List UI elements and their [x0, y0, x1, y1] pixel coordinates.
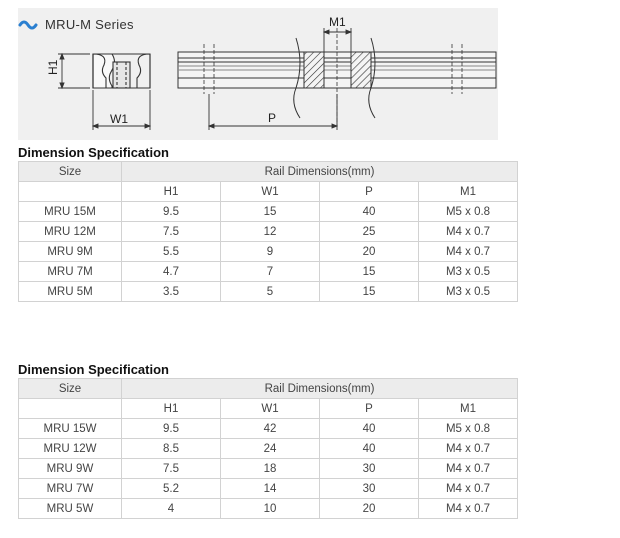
col-w1: W1 [221, 399, 320, 419]
cell-p: 15 [320, 262, 419, 282]
p-label: P [268, 111, 277, 125]
cell-m1: M4 x 0.7 [419, 222, 518, 242]
cell-size: MRU 5W [19, 499, 122, 519]
spec-table-w [18, 378, 518, 519]
cell-size: MRU 12W [19, 439, 122, 459]
cell-size: MRU 15W [19, 419, 122, 439]
cell-p: 30 [320, 459, 419, 479]
cell-p: 25 [320, 222, 419, 242]
cell-size: MRU 7M [19, 262, 122, 282]
cell-w1: 12 [221, 222, 320, 242]
cell-size: MRU 9W [19, 459, 122, 479]
rail-dimensions-header: Rail Dimensions(mm) [122, 162, 518, 182]
empty-cell [19, 182, 122, 202]
series-title: MRU-M Series [45, 17, 134, 32]
m1-label: M1 [329, 15, 346, 29]
cell-m1: M4 x 0.7 [419, 459, 518, 479]
table-header-row [19, 162, 518, 182]
cell-h1: 9.5 [122, 202, 221, 222]
size-header: Size [19, 379, 122, 399]
cell-w1: 15 [221, 202, 320, 222]
cell-h1: 9.5 [122, 419, 221, 439]
spec-table-m [18, 161, 518, 302]
cell-m1: M4 x 0.7 [419, 479, 518, 499]
h1-label: H1 [46, 59, 60, 75]
cell-m1: M3 x 0.5 [419, 262, 518, 282]
cell-p: 20 [320, 242, 419, 262]
cell-p: 30 [320, 479, 419, 499]
w1-label: W1 [110, 112, 128, 126]
col-p: P [320, 399, 419, 419]
col-p: P [320, 182, 419, 202]
table-subheader-row [19, 399, 518, 419]
table-header-row [19, 379, 518, 399]
cell-h1: 4 [122, 499, 221, 519]
table-row [19, 222, 518, 242]
cell-p: 15 [320, 282, 419, 302]
cell-h1: 7.5 [122, 459, 221, 479]
table-row [19, 439, 518, 459]
cell-m1: M4 x 0.7 [419, 439, 518, 459]
cell-w1: 18 [221, 459, 320, 479]
cell-p: 40 [320, 419, 419, 439]
cell-w1: 14 [221, 479, 320, 499]
table-row [19, 242, 518, 262]
cell-m1: M3 x 0.5 [419, 282, 518, 302]
cell-p: 40 [320, 439, 419, 459]
col-m1: M1 [419, 399, 518, 419]
size-header: Size [19, 162, 122, 182]
cell-h1: 4.7 [122, 262, 221, 282]
table-row [19, 479, 518, 499]
col-m1: M1 [419, 182, 518, 202]
table1-title: Dimension Specification [18, 145, 169, 160]
cell-w1: 5 [221, 282, 320, 302]
cell-h1: 8.5 [122, 439, 221, 459]
cell-w1: 7 [221, 262, 320, 282]
col-w1: W1 [221, 182, 320, 202]
table-subheader-row [19, 182, 518, 202]
cell-size: MRU 9M [19, 242, 122, 262]
cell-h1: 5.5 [122, 242, 221, 262]
empty-cell [19, 399, 122, 419]
cell-h1: 5.2 [122, 479, 221, 499]
cell-p: 40 [320, 202, 419, 222]
table-row [19, 262, 518, 282]
table-row [19, 419, 518, 439]
cell-w1: 42 [221, 419, 320, 439]
cell-m1: M4 x 0.7 [419, 242, 518, 262]
rail-dimensions-header: Rail Dimensions(mm) [122, 379, 518, 399]
cell-m1: M4 x 0.7 [419, 499, 518, 519]
col-h1: H1 [122, 399, 221, 419]
table-row [19, 282, 518, 302]
cell-size: MRU 7W [19, 479, 122, 499]
cell-size: MRU 12M [19, 222, 122, 242]
cell-m1: M5 x 0.8 [419, 419, 518, 439]
table2-title: Dimension Specification [18, 362, 169, 377]
cell-p: 20 [320, 499, 419, 519]
cell-size: MRU 5M [19, 282, 122, 302]
cell-size: MRU 15M [19, 202, 122, 222]
table-row [19, 499, 518, 519]
cell-w1: 24 [221, 439, 320, 459]
table-row [19, 459, 518, 479]
cell-h1: 7.5 [122, 222, 221, 242]
cell-h1: 3.5 [122, 282, 221, 302]
col-h1: H1 [122, 182, 221, 202]
table-row [19, 202, 518, 222]
cell-w1: 9 [221, 242, 320, 262]
cell-w1: 10 [221, 499, 320, 519]
cell-m1: M5 x 0.8 [419, 202, 518, 222]
